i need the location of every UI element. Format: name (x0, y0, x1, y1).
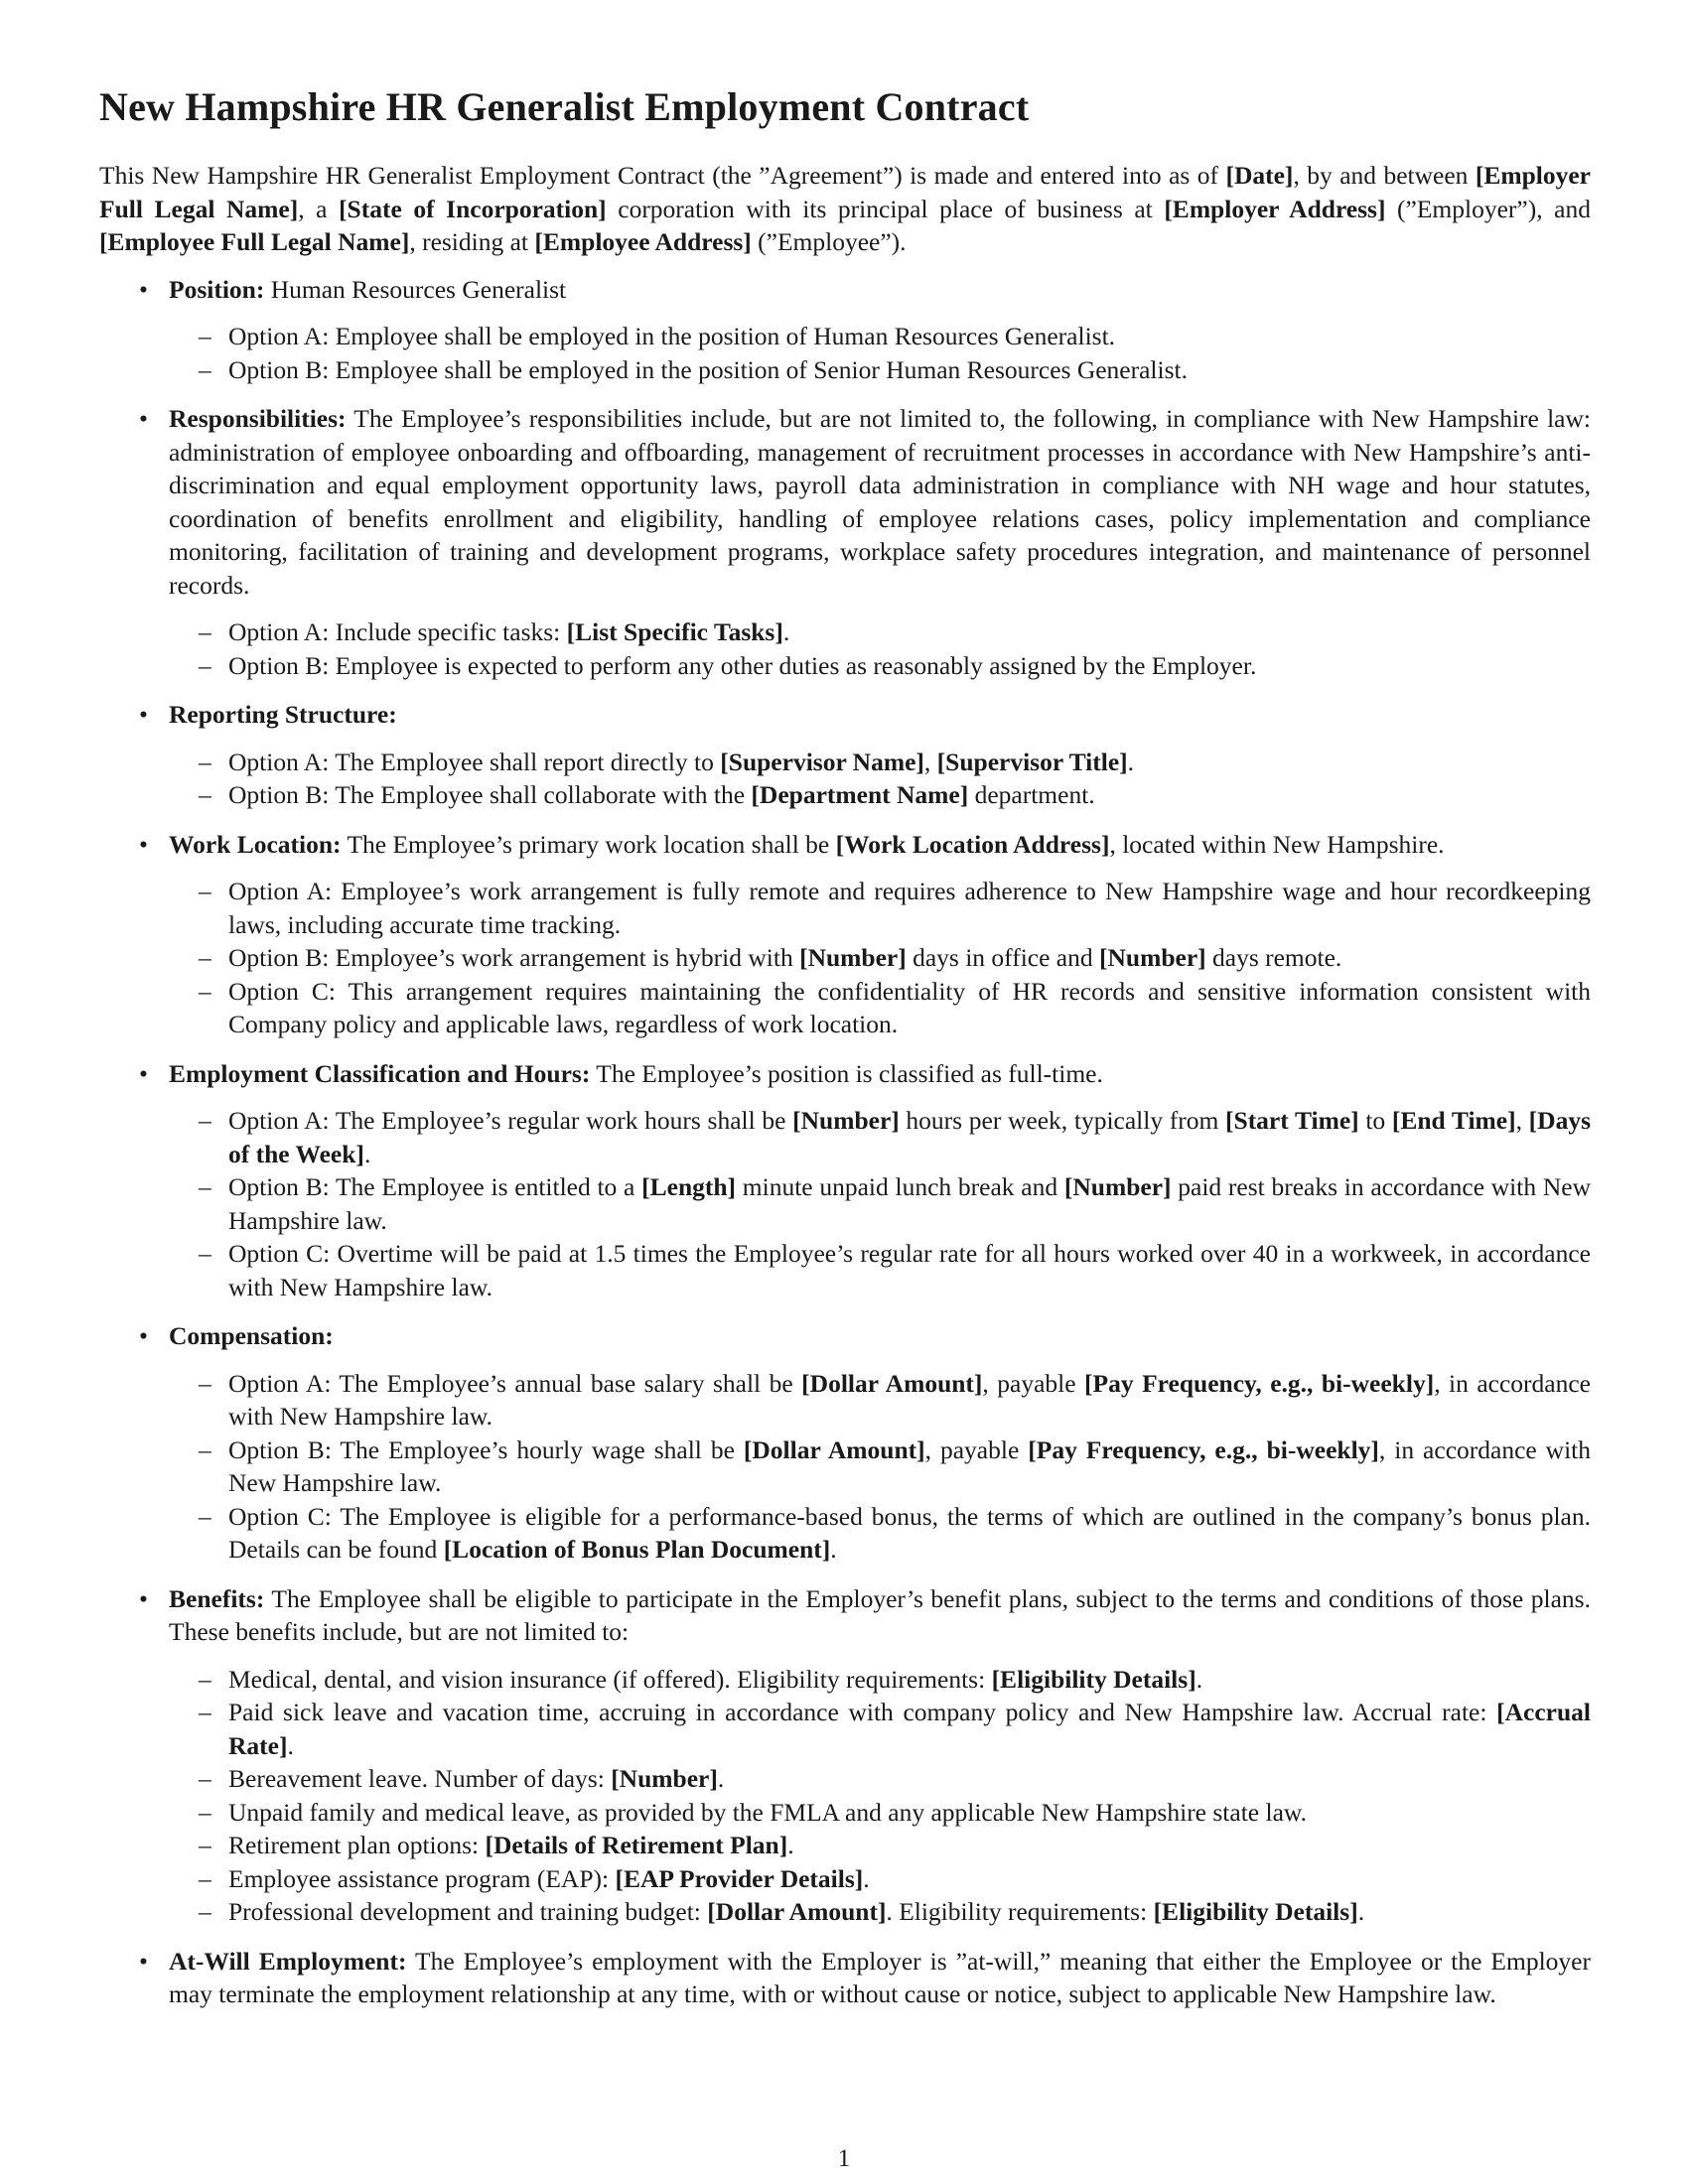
placeholder: [End Time] (1391, 1106, 1516, 1135)
placeholder: [Pay Frequency, e.g., bi-weekly] (1028, 1434, 1379, 1464)
option-item: – Option A: The Employee shall report directly to [Supervisor Name], [Supervisor Title]. (169, 746, 1591, 779)
option-list (169, 746, 1591, 812)
clause-reporting-structure (99, 698, 1591, 812)
placeholder: [Number] (1098, 943, 1206, 972)
benefit-item: – Paid sick leave and vacation time, accruing in accordance with company policy and New Hampshire law. Accrual rate: [Accrual Rate]. (169, 1696, 1591, 1762)
state-placeholder: [State of Incorporation] (339, 194, 607, 223)
employee-name-placeholder: [Employee Full Legal Name] (99, 227, 410, 256)
option-list (169, 320, 1591, 386)
clause-label: At-Will Employment: (169, 1946, 407, 1976)
clause-label: Benefits: (169, 1583, 265, 1613)
clause-position: • Position: Human Resources Generalist – Option A: Employee shall be employed in the position of Human Resources Generalist. – Option B: Employee shall be employed in the position of Senior Human Resources Generalist. (99, 273, 1591, 387)
option-item: – Option C: Overtime will be paid at 1.5 times the Employee’s regular rate for all hours worked over 40 in a workweek, in accordance with New Hampshire law. (169, 1237, 1591, 1303)
clause-label: Work Location: (169, 829, 342, 859)
placeholder: [Supervisor Name] (720, 747, 924, 776)
placeholder: [Eligibility Details] (1153, 1897, 1358, 1926)
placeholder: [Work Location Address] (835, 829, 1110, 859)
option-item: – Option A: The Employee’s annual base salary shall be [Dollar Amount], payable [Pay Frequency, e.g., bi-weekly], in accordance with New Hampshire law. (169, 1367, 1591, 1433)
clause-label: Responsibilities: (169, 404, 347, 433)
option-item: – Option B: Employee’s work arrangement is hybrid with [Number] days in office and [Number] days remote. (169, 941, 1591, 975)
clause-at-will-employment: • At-Will Employment: The Employee’s employment with the Employer is ”at-will,” meaning that either the Employee or the Employer may terminate the employment relationship at any time, with or without cause or notice, subject to applicable New Hampshire law. (99, 1945, 1591, 2011)
placeholder: [Dollar Amount] (743, 1434, 925, 1464)
clause-list (99, 273, 1591, 2011)
option-list (169, 615, 1591, 682)
option-item: – Option C: The Employee is eligible for a performance-based bonus, the terms of which are outlined in the company’s bonus plan. Details can be found [Location of Bonus Plan Document]. (169, 1500, 1591, 1567)
placeholder: [Dollar Amount] (801, 1368, 983, 1398)
placeholder: [Dollar Amount] (707, 1897, 887, 1926)
benefit-item: – Professional development and training budget: [Dollar Amount]. Eligibility requirements: [Eligibility Details]. (169, 1895, 1591, 1929)
option-item: – Option A: Employee’s work arrangement is fully remote and requires adherence to New Hampshire wage and hour recordkeeping laws, including accurate time tracking. (169, 875, 1591, 941)
clause-responsibilities: • Responsibilities: The Employee’s responsibilities include, but are not limited to, the following, in compliance with New Hampshire law: administration of employee onboarding and offboarding, management of recruitment processes in accordance with New Hampshire’s anti-discrimination and equal employment opportunity laws, payroll data administration in compliance with NH wage and hour statutes, coordination of benefits enrollment and eligibility, handling of employee relations cases, policy implementation and compliance monitoring, facilitation of training and development programs, workplace safety procedures integration, and maintenance of personnel records. – Option A: Include specific tasks: [List Specific Tasks]. – Option B: Employee is expected to perform any other duties as reasonably assigned by the Employer. (99, 402, 1591, 682)
employer-address-placeholder: [Employer Address] (1164, 194, 1386, 223)
option-item: – Option A: Include specific tasks: [List Specific Tasks]. (169, 615, 1591, 649)
document-title: New Hampshire HR Generalist Employment Contract (99, 84, 1030, 129)
benefit-item: – Unpaid family and medical leave, as provided by the FMLA and any applicable New Hampshire state law. (169, 1796, 1591, 1830)
placeholder: [List Specific Tasks] (566, 617, 783, 646)
placeholder: [Length] (641, 1172, 737, 1201)
employee-address-placeholder: [Employee Address] (534, 227, 752, 256)
clause-compensation (99, 1319, 1591, 1567)
placeholder: [Start Time] (1225, 1106, 1359, 1135)
benefit-list (169, 1663, 1591, 1929)
clause-label: Compensation: (169, 1321, 334, 1350)
option-item: – Option C: This arrangement requires maintaining the confidentiality of HR records and sensitive information consistent with Company policy and applicable laws, regardless of work location. (169, 975, 1591, 1041)
placeholder: [Details of Retirement Plan] (485, 1831, 788, 1859)
placeholder: [Number] (1063, 1172, 1172, 1201)
benefit-item: – Employee assistance program (EAP): [EAP Provider Details]. (169, 1862, 1591, 1896)
option-item: – Option B: The Employee shall collaborate with the [Department Name] department. (169, 778, 1591, 812)
placeholder: [Pay Frequency, e.g., bi-weekly] (1084, 1368, 1435, 1398)
option-item: – Option B: Employee is expected to perform any other duties as reasonably assigned by the Employer. (169, 649, 1591, 683)
date-placeholder: [Date] (1225, 161, 1294, 190)
placeholder: [Supervisor Title] (936, 747, 1128, 776)
placeholder: [Number] (611, 1764, 718, 1793)
clause-label: Employment Classification and Hours: (169, 1058, 591, 1088)
option-item: – Option B: The Employee’s hourly wage shall be [Dollar Amount], payable [Pay Frequency, e.g., bi-weekly], in accordance with New Hampshire law. (169, 1433, 1591, 1500)
benefit-item: – Retirement plan options: [Details of Retirement Plan]. (169, 1829, 1591, 1862)
clause-label: Position: (169, 274, 265, 304)
page-number: 1 (837, 2145, 851, 2172)
placeholder: [EAP Provider Details] (615, 1863, 864, 1893)
placeholder: [Accrual Rate] (228, 1698, 1591, 1760)
clause-benefits: • Benefits: The Employee shall be eligible to participate in the Employer’s benefit plans, subject to the terms and conditions of those plans. These benefits include, but are not limited to: – Medical, dental, and vision insurance (if offered). Eligibility requirements: [Eligibility Details]. – Paid sick leave and vacation time, accruing in accordance with company policy and New Hampshire law. Accrual rate: [Accrual Rate]. – Bereavement leave. Number of days: [Number]. – Unpaid family and medical leave, as provided by the FMLA and any applicable New Hampshire state law. – Retirement plan options: [Details of Retirement Plan]. – Employee assistance program (EAP): [EAP Provider Details]. – Professional development and training budget: [Dollar Amount]. Eligibility requirements: [Eligibility Details]. (99, 1582, 1591, 1929)
placeholder: [Days of the Week] (228, 1106, 1592, 1168)
option-item: – Option A: The Employee’s regular work hours shall be [Number] hours per week, typically from [Start Time] to [End Time], [Days of the Week]. (169, 1104, 1591, 1170)
employer-name-placeholder: [Employer Full Legal Name] (99, 161, 1592, 223)
clause-label: Reporting Structure: (169, 700, 397, 729)
placeholder: [Number] (792, 1106, 900, 1135)
option-item: – Option B: Employee shall be employed in the position of Senior Human Resources Generalist. (169, 353, 1591, 387)
option-item: – Option B: The Employee is entitled to a [Length] minute unpaid lunch break and [Number] paid rest breaks in accordance with New Hampshire law. (169, 1170, 1591, 1237)
placeholder: [Location of Bonus Plan Document] (443, 1535, 831, 1564)
placeholder: [Eligibility Details] (991, 1664, 1196, 1694)
option-item: – Option A: Employee shall be employed in the position of Human Resources Generalist. (169, 320, 1591, 353)
clause-classification-hours: • Employment Classification and Hours: The Employee’s position is classified as full-time. – Option A: The Employee’s regular work hours shall be [Number] hours per week, typically from [Start Time] to [End Time], [Days of the Week]. – Option B: The Employee is entitled to a [Length] minute unpaid lunch break and [Number] paid rest breaks in accordance with New Hampshire law. – Option C: Overtime will be paid at 1.5 times the Employee’s regular rate for all hours worked over 40 in a workweek, in accordance with New Hampshire law. (99, 1057, 1591, 1304)
intro-paragraph: This New Hampshire HR Generalist Employment Contract (the ”Agreement”) is made and entered into as of [Date], by and between [Employer Full Legal Name], a [State of Incorporation] corporation with its principal place of business at [Employer Address] (”Employer”), and [Employee Full Legal Name], residing at [Employee Address] (”Employee”). (99, 161, 1592, 256)
benefit-item: – Bereavement leave. Number of days: [Number]. (169, 1762, 1591, 1796)
document-body (99, 159, 1591, 2027)
placeholder: [Department Name] (751, 780, 969, 809)
option-list (169, 875, 1591, 1041)
option-list (169, 1104, 1591, 1303)
placeholder: [Number] (799, 943, 907, 972)
benefit-item: – Medical, dental, and vision insurance (if offered). Eligibility requirements: [Eligibility Details]. (169, 1663, 1591, 1697)
option-list (169, 1367, 1591, 1567)
clause-work-location: • Work Location: The Employee’s primary work location shall be [Work Location Address], located within New Hampshire. – Option A: Employee’s work arrangement is fully remote and requires adherence to New Hampshire wage and hour recordkeeping laws, including accurate time tracking. – Option B: Employee’s work arrangement is hybrid with [Number] days in office and [Number] days remote. – Option C: This arrangement requires maintaining the confidentiality of HR records and sensitive information consistent with Company policy and applicable laws, regardless of work location. (99, 828, 1591, 1041)
